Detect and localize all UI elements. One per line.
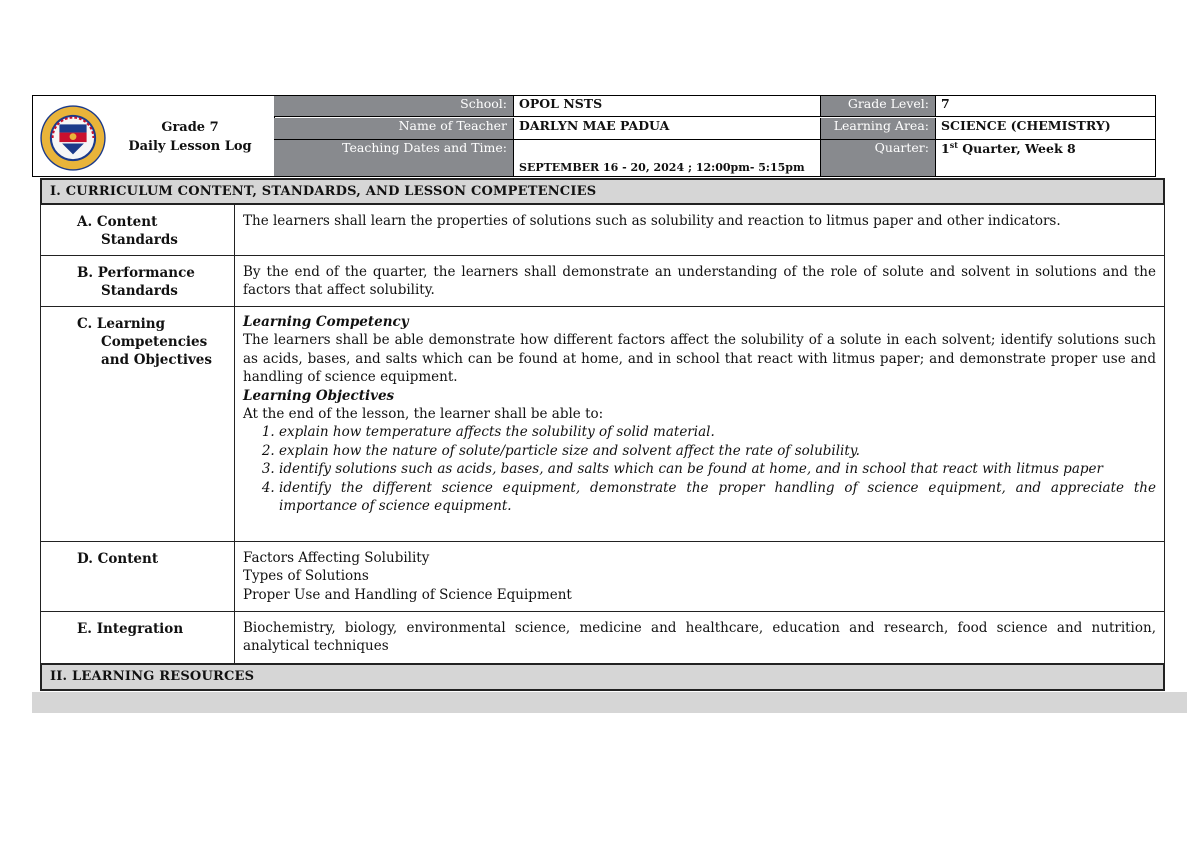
- row-body: [235, 612, 1164, 663]
- learning-area-value: SCIENCE (CHEMISTRY): [941, 118, 1111, 133]
- objectives-intro: At the end of the lesson, the learner shall be able to:: [243, 406, 604, 423]
- objective-item: 3. identify solutions such as acids, bases, and salts which can be found at home, and in school that react with litmus paper: [279, 460, 1156, 478]
- school-label: School:: [274, 96, 514, 116]
- row-label-line: and Objectives: [101, 352, 212, 368]
- performance-standards-text: By the end of the quarter, the learners shall demonstrate an understanding of the role of solute and solvent in solutions and the factors that affect solubility.: [243, 264, 1156, 299]
- grade-label: Grade 7: [161, 120, 219, 135]
- row-content: [40, 542, 1165, 612]
- row-label-line: E. Integration: [77, 621, 184, 637]
- row-label-line: A. Content: [77, 214, 158, 230]
- content-line: Proper Use and Handling of Science Equipment: [243, 586, 572, 603]
- section-heading-learning-resources: II. LEARNING RESOURCES: [40, 664, 1165, 691]
- row-body: [235, 307, 1164, 541]
- competency-heading: Learning Competency: [243, 314, 409, 330]
- learning-area-label: Learning Area:: [821, 118, 936, 139]
- lesson-table: [40, 178, 1165, 691]
- objectives-heading: Learning Objectives: [243, 387, 395, 404]
- row-performance-standards: [40, 256, 1165, 307]
- quarter-week: Quarter, Week 8: [957, 141, 1076, 157]
- row-label-line: Standards: [101, 283, 178, 299]
- row-label: [41, 307, 235, 541]
- teaching-dates-value: SEPTEMBER 16 - 20, 2024 ; 12:00pm- 5:15pm: [514, 140, 821, 176]
- objective-item: 2. explain how the nature of solute/particle size and solvent affect the rate of solubility.: [279, 442, 1156, 460]
- quarter-ordinal: st: [949, 140, 958, 150]
- deped-seal-icon: [39, 104, 107, 172]
- school-value: OPOL NSTS: [514, 96, 821, 116]
- row-body: [235, 256, 1164, 306]
- row-label-line: Standards: [101, 232, 178, 248]
- row-learning-competencies: [40, 307, 1165, 542]
- teacher-value: DARLYN MAE PADUA: [514, 118, 821, 139]
- header-table: [32, 95, 1156, 177]
- row-body: [235, 205, 1164, 255]
- row-label-line: C. Learning: [77, 316, 166, 332]
- table-bottom-band: [32, 692, 1187, 713]
- quarter-number: 1: [941, 141, 950, 157]
- row-content-standards: [40, 205, 1165, 256]
- quarter-label: Quarter:: [821, 140, 936, 176]
- row-label: [41, 612, 235, 663]
- log-title-block: [115, 118, 265, 156]
- objective-item: 4. identify the different science equipment, demonstrate the proper handling of science equipment, and appreciate the importance of science equipment.: [279, 479, 1156, 516]
- teacher-label: Name of Teacher: [274, 118, 514, 139]
- row-label-line: B. Performance: [77, 265, 195, 281]
- competency-text: The learners shall be able demonstrate how different factors affect the solubility of a solute in each solvent; identify solutions such as acids, bases, and salts which can be found at home, and in school that react with litmus paper; and demonstrate proper use and handling of science equipment.: [243, 332, 1156, 386]
- teaching-dates-label: Teaching Dates and Time:: [274, 140, 514, 176]
- row-label-line: D. Content: [77, 551, 159, 567]
- row-body: [235, 542, 1164, 611]
- row-label-line: Competencies: [101, 334, 208, 350]
- content-line: Types of Solutions: [243, 568, 369, 585]
- content-standards-text: The learners shall learn the properties of solutions such as solubility and reaction to litmus paper and other indicators.: [243, 213, 1061, 229]
- row-label: [41, 205, 235, 255]
- grade-level-label: Grade Level:: [821, 96, 936, 116]
- objectives-list: [243, 423, 1156, 515]
- daily-lesson-log-label: Daily Lesson Log: [128, 139, 252, 154]
- row-integration: [40, 612, 1165, 664]
- row-label: [41, 256, 235, 306]
- content-line: Factors Affecting Solubility: [243, 550, 430, 566]
- quarter-value: [936, 140, 1157, 176]
- grade-level-value: 7: [941, 96, 950, 111]
- objective-item: 1. explain how temperature affects the solubility of solid material.: [279, 423, 1156, 441]
- header-divider: [274, 116, 1155, 117]
- logo-cell: [33, 96, 275, 176]
- integration-text: Biochemistry, biology, environmental science, medicine and healthcare, education and research, food science and nutrition, analytical techniques: [243, 620, 1156, 655]
- section-heading-curriculum: I. CURRICULUM CONTENT, STANDARDS, AND LESSON COMPETENCIES: [40, 178, 1165, 205]
- row-label: [41, 542, 235, 611]
